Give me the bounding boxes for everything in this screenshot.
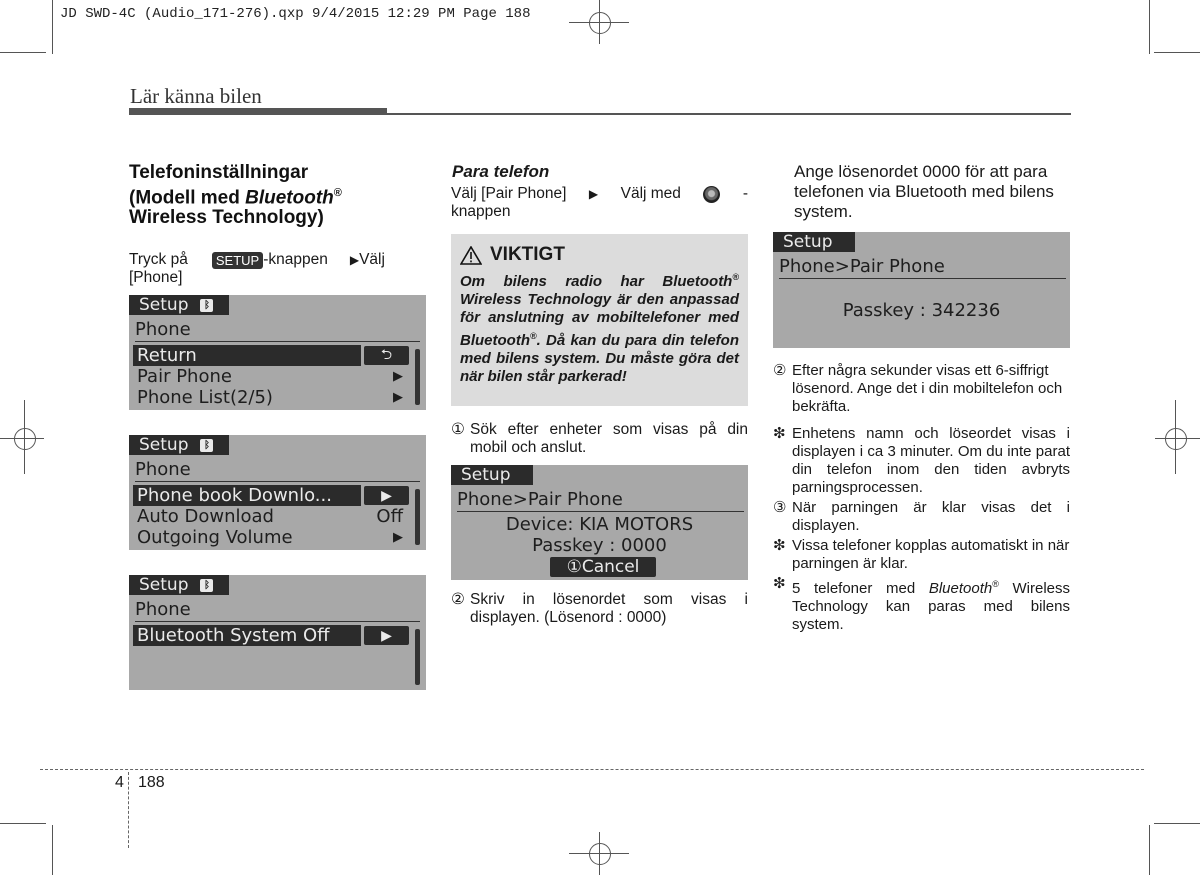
passkey-display: Passkey : 342236 <box>842 300 1001 321</box>
warning-text: Om bilens radio har Bluetooth® Wireless Technology är den anpassad för anslutning av mobiltelefoner med Bluetooth®. Då kan du para din telefon med bilens system. Du måste göra det när bilen står parkerad! <box>460 272 739 385</box>
registration-mark-icon <box>589 12 611 34</box>
warning-title: VIKTIGT <box>460 244 739 266</box>
bluetooth-icon: ᛒ <box>200 579 213 592</box>
instruction-text: Tryck på SETUP -knappen ▶ Välj [Phone] <box>129 251 385 286</box>
crop-mark <box>0 823 46 824</box>
crop-mark <box>52 0 53 54</box>
registration-line <box>569 22 629 23</box>
cancel-button[interactable]: ①Cancel <box>550 557 656 577</box>
device-name: Device: KIA MOTORS <box>505 514 694 535</box>
crop-mark <box>1149 825 1150 875</box>
screen-divider <box>135 481 420 482</box>
screen-divider <box>779 278 1066 279</box>
screen-title-bar: Setup <box>773 232 855 252</box>
crop-mark <box>1154 823 1200 824</box>
list-item: ❇ 5 telefoner med Bluetooth® Wireless Technology kan paras med bilens system. <box>773 575 1071 633</box>
pair-phone-instruction: Välj [Pair Phone] ▶ Välj med - knappen <box>451 185 748 220</box>
screen-title-bar: Setup <box>451 465 533 485</box>
knob-icon <box>703 186 720 203</box>
header-rule <box>387 113 1071 115</box>
section-title: Lär känna bilen <box>130 84 262 108</box>
chapter-number: 4 <box>115 774 124 791</box>
subsection-heading: Para telefon <box>452 162 550 181</box>
menu-row-return[interactable]: Return <box>133 345 361 366</box>
list-item: ❇ Enhetens namn och löseordet visas i displayen i ca 3 minuter. Om du inte parat din telefon inom den tiden avbryts parningsprocessen. <box>773 425 1070 496</box>
screen-subtitle: Phone <box>135 599 191 620</box>
screen-subtitle: Phone>Pair Phone <box>779 256 945 277</box>
registration-line <box>1175 400 1176 474</box>
header-rule <box>129 108 387 115</box>
crop-mark <box>1154 52 1200 53</box>
screen-title-bar: Setup ᛒ <box>129 575 229 595</box>
arrow-right-icon: ▶ <box>393 369 403 384</box>
screen-divider <box>457 511 744 512</box>
menu-row-phonebook-download[interactable]: Phone book Downlo... <box>133 485 361 506</box>
screen-title-bar: Setup ᛒ <box>129 295 229 315</box>
screen-subtitle: Phone <box>135 319 191 340</box>
setup-button-icon: SETUP <box>212 252 263 269</box>
arrow-right-icon: ▶ <box>393 530 403 545</box>
arrow-right-icon: ▶ <box>588 187 599 201</box>
crop-mark <box>0 52 46 53</box>
scrollbar[interactable] <box>415 629 420 685</box>
registration-line <box>1155 438 1200 439</box>
screen-divider <box>135 621 420 622</box>
registration-line <box>0 438 44 439</box>
return-icon[interactable]: ⮌ <box>364 346 409 365</box>
registration-mark-icon <box>589 843 611 865</box>
passkey-intro: Ange lösenordet 0000 för att para telefonen via Bluetooth med bilens system. <box>794 162 1054 221</box>
lcd-screen-bluetooth-off-menu <box>129 575 426 690</box>
lcd-screen-pair-phone-device <box>451 465 748 580</box>
scrollbar[interactable] <box>415 489 420 545</box>
lcd-screen-phone-menu <box>129 295 426 410</box>
screen-title-bar: Setup ᛒ <box>129 435 229 455</box>
menu-row-phone-list[interactable]: Phone List(2/5) ▶ <box>137 387 403 408</box>
lcd-screen-pair-phone-passkey <box>773 232 1070 348</box>
bluetooth-icon: ᛒ <box>200 439 213 452</box>
arrow-right-icon[interactable]: ▶ <box>364 486 409 505</box>
registration-line <box>569 853 629 854</box>
footer-divider <box>128 772 129 848</box>
notes-list <box>773 362 1070 634</box>
passkey-display: Passkey : 0000 <box>532 535 667 556</box>
list-item: ③ När parningen är klar visas det i displayen. <box>773 499 1070 534</box>
registration-line <box>24 400 25 474</box>
screen-subtitle: Phone <box>135 459 191 480</box>
arrow-right-icon: ▶ <box>393 390 403 405</box>
screen-divider <box>135 341 420 342</box>
menu-row-outgoing-volume[interactable]: Outgoing Volume ▶ <box>137 527 403 548</box>
step-1: ① Sök efter enheter som visas på din mobil och anslut. <box>451 421 748 456</box>
list-item: ❇ Vissa telefoner kopplas automatiskt in när parningen är klar. <box>773 537 1070 572</box>
step-2: ② Skriv in lösenordet som visas i displayen. (Lösenord : 0000) <box>451 591 748 626</box>
menu-row-pair-phone[interactable]: Pair Phone ▶ <box>137 366 403 387</box>
crop-mark <box>1149 0 1150 54</box>
page-number: 188 <box>138 774 165 791</box>
bluetooth-icon: ᛒ <box>200 299 213 312</box>
menu-row-bluetooth-system-off[interactable]: Bluetooth System Off <box>133 625 361 646</box>
scrollbar[interactable] <box>415 349 420 405</box>
warning-box <box>451 234 748 406</box>
registration-mark-icon <box>14 428 36 450</box>
screen-subtitle: Phone>Pair Phone <box>457 489 623 510</box>
lcd-screen-phonebook-menu <box>129 435 426 550</box>
section-heading: Telefoninställningar (Modell med Bluetooth® Wireless Technology) <box>129 162 342 229</box>
crop-mark <box>52 825 53 875</box>
warning-triangle-icon <box>460 246 482 265</box>
footer-rule <box>40 769 1144 770</box>
arrow-right-icon: ▶ <box>349 253 360 267</box>
menu-row-auto-download[interactable]: Auto Download Off <box>137 506 403 527</box>
print-header-line: JD SWD-4C (Audio_171-276).qxp 9/4/2015 12:29 PM Page 188 <box>60 6 531 22</box>
arrow-right-icon[interactable]: ▶ <box>364 626 409 645</box>
toggle-value: Off <box>376 506 403 527</box>
registration-mark-icon <box>1165 428 1187 450</box>
list-item: ② Efter några sekunder visas ett 6-siffrigt lösenord. Ange det i din mobiltelefon och bekräfta. <box>773 362 1063 415</box>
